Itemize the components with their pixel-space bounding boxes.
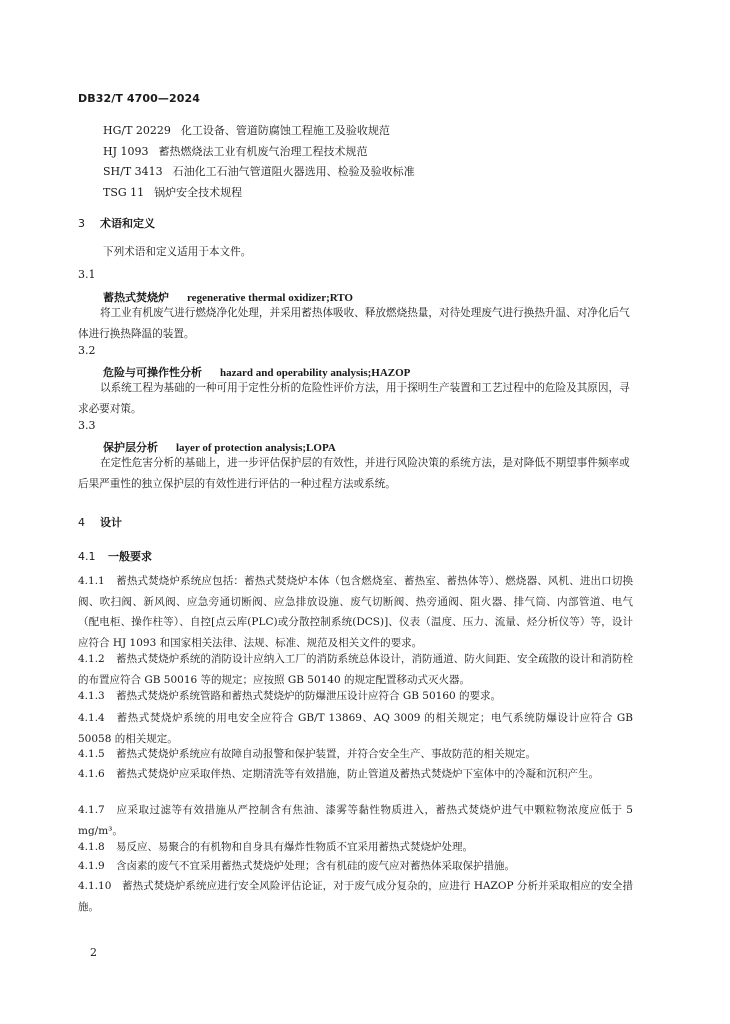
clause-number: 4.1.6: [78, 768, 105, 780]
clause-number: 4.1.2: [78, 653, 105, 665]
clause-text: 蓄热式焚烧炉系统应有故障自动报警和保护装置，并符合安全生产、事故防范的相关规定。: [116, 748, 536, 760]
clause: [78, 876, 633, 917]
clause: [78, 800, 633, 841]
term-english: hazard and operability analysis;HAZOP: [220, 367, 411, 379]
reference-item: [103, 142, 415, 163]
clause: [78, 649, 633, 690]
section-heading: [78, 215, 155, 231]
term-chinese: 蓄热式焚烧炉: [103, 291, 169, 304]
term-english: regenerative thermal oxidizer;RTO: [187, 292, 353, 304]
term-definition: 将工业有机废气进行燃烧净化处理，并采用蓄热体吸收、释放燃烧热量，对待处理废气进行换热升温、对净化后气体进行换热降温的装置。: [78, 307, 630, 340]
clause: [78, 856, 633, 877]
reference-code: SH/T 3413: [103, 165, 163, 178]
section-title: 设计: [100, 516, 122, 529]
reference-title: 锅炉安全技术规程: [154, 185, 243, 199]
clause: [78, 708, 633, 749]
reference-title: 石油化工石油气管道阻火器选用、检验及验收标准: [172, 165, 415, 178]
clause-text: 应采取过滤等有效措施从严控制含有焦油、漆雾等黏性物质进入，蓄热式焚烧炉进气中颗粒物浓度应低于 5 mg/m³。: [78, 804, 633, 837]
clause-text: 蓄热式焚烧炉系统应进行安全风险评估论证，对于废气成分复杂的，应进行 HAZOP 分析并采取相应的安全措施。: [78, 880, 633, 913]
reference-item: [103, 183, 415, 204]
subsection-title: 一般要求: [108, 550, 152, 563]
section-number: 3: [78, 217, 85, 230]
clause-number: 4.1.1: [78, 575, 105, 587]
term-number: 3.2: [78, 344, 96, 357]
clause-number: 4.1.3: [78, 690, 105, 702]
clause-number: 4.1.8: [78, 841, 105, 853]
clause-text: 蓄热式焚烧炉系统的用电安全应符合 GB/T 13869、AQ 3009 的相关规定；电气系统防爆设计应符合 GB 50058 的相关规定。: [78, 712, 633, 745]
page-number: 2: [90, 946, 97, 959]
clause: [78, 686, 633, 707]
reference-code: HJ 1093: [103, 144, 149, 158]
clause-text: 易反应、易聚合的有机物和自身具有爆炸性物质不宜采用蓄热式焚烧炉处理。: [116, 841, 473, 853]
section-heading: [78, 514, 122, 530]
clause-text: 蓄热式焚烧炉系统应包括：蓄热式焚烧炉本体（包含燃烧室、蓄热室、蓄热体等）、燃烧器、风机、进出口切换阀、吹扫阀、新风阀、应急旁通切断阀、应急排放设施、废气切断阀、热旁通阀、阻火器、排气筒、内部管道、电气（配电柜、操作柱等）、自控[点云库(PLC)或分散控制系统(DCS)]、仪表（温度、压力、流量、烃分析仪等）等，设计应符合 HJ 1093 和国家相关法律、法规、标准、规范及相关文件的要求。: [78, 575, 633, 649]
clause-number: 4.1.10: [78, 880, 112, 892]
section-number: 4: [78, 516, 85, 529]
term-chinese: 危险与可操作性分析: [103, 366, 202, 379]
section-intro: 下列术语和定义适用于本文件。: [103, 246, 252, 258]
clause-number: 4.1.7: [78, 804, 105, 816]
term-number: 3.1: [78, 268, 96, 281]
clause: [78, 764, 633, 785]
clause-text: 蓄热式焚烧炉应采取伴热、定期清洗等有效措施，防止管道及蓄热式焚烧炉下室体中的冷凝和沉积产生。: [116, 768, 599, 780]
normative-references-list: [103, 121, 415, 203]
standard-code-header: DB32/T 4700—2024: [78, 92, 201, 105]
section-title: 术语和定义: [100, 217, 155, 230]
clause: [78, 837, 633, 858]
term-number: 3.3: [78, 419, 96, 432]
subsection-heading: [78, 548, 152, 564]
clause-text: 蓄热式焚烧炉系统管路和蓄热式焚烧炉的防爆泄压设计应符合 GB 50160 的要求。: [116, 690, 502, 702]
clause: [78, 744, 633, 765]
reference-item: [103, 121, 415, 142]
clause-text: 含卤素的废气不宜采用蓄热式焚烧炉处理；含有机硅的废气应对蓄热体采取保护措施。: [116, 860, 515, 872]
subsection-number: 4.1: [78, 550, 96, 563]
clause-number: 4.1.4: [78, 712, 105, 724]
term-definition: 在定性危害分析的基础上，进一步评估保护层的有效性，并进行风险决策的系统方法，是对降低不期望事件频率或后果严重性的独立保护层的有效性进行评估的一种过程方法或系统。: [78, 457, 630, 490]
reference-code: TSG 11: [103, 185, 145, 199]
term-chinese: 保护层分析: [103, 441, 158, 454]
reference-title: 蓄热燃烧法工业有机废气治理工程技术规范: [158, 144, 368, 158]
reference-title: 化工设备、管道防腐蚀工程施工及验收规范: [180, 124, 390, 137]
reference-code: HG/T 20229: [103, 124, 171, 137]
clause-text: 蓄热式焚烧炉系统的消防设计应纳入工厂的消防系统总体设计，消防通道、防火间距、安全疏散的设计和消防栓的布置应符合 GB 50016 等的规定；应按照 GB 50140 的规定配置移动式灭火器。: [78, 653, 633, 686]
term-definition: 以系统工程为基础的一种可用于定性分析的危险性评价方法，用于探明生产装置和工艺过程中的危险及其原因，寻求必要对策。: [78, 382, 630, 415]
clause: [78, 571, 633, 653]
reference-item: [103, 162, 415, 183]
clause-number: 4.1.9: [78, 860, 105, 872]
term-english: layer of protection analysis;LOPA: [176, 442, 336, 454]
clause-number: 4.1.5: [78, 748, 105, 760]
